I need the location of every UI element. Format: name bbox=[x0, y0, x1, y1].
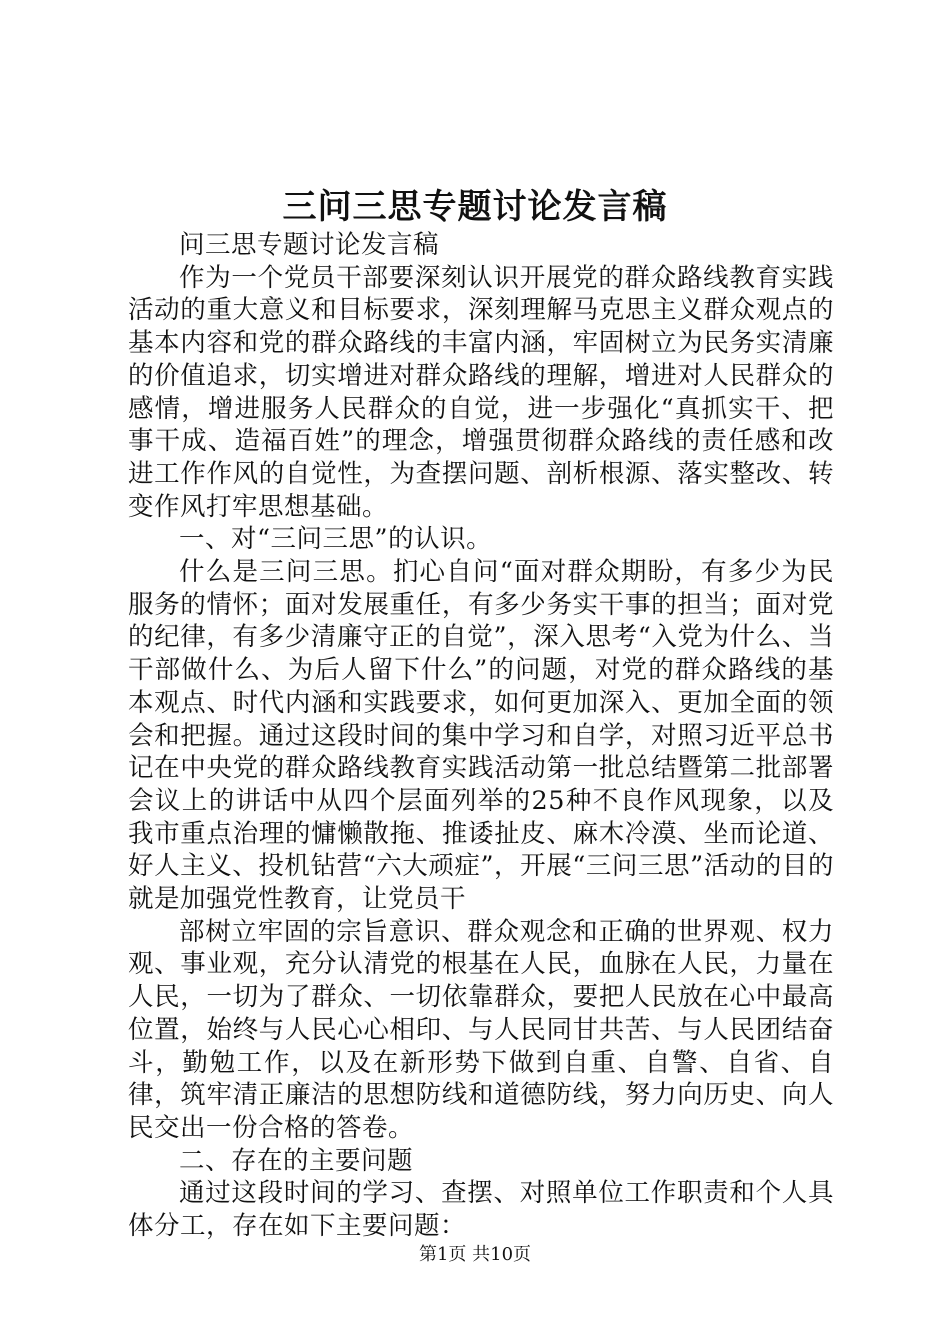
subtitle-paragraph: 问三思专题讨论发言稿 bbox=[179, 230, 440, 260]
body-paragraph: 作为一个党员干部要深刻认识开展党的群众路线教育实践活动的重大意义和目标要求，深刻理解马克思主义群众观点的基本内容和党的群众路线的丰富内涵，牢固树立为民务实清廉的价值追求，切实增进对群众路线的理解，增进对人民群众的感情，增进服务人民群众的自觉，进一步强化“真抓实干、把事干成、造福百姓”的理念，增强贯彻群众路线的责任感和改进工作作风的自觉性，为查摆问题、剖析根源、落实整改、转变作风打牢思想基础。 bbox=[128, 262, 834, 522]
body-paragraph: 通过这段时间的学习、查摆、对照单位工作职责和个人具体分工，存在如下主要问题： bbox=[128, 1178, 834, 1242]
document-body bbox=[128, 229, 834, 1243]
body-paragraph: 什么是三问三思。扪心自问“面对群众期盼，有多少为民服务的情怀；面对发展重任，有多少务实干事的担当；面对党的纪律，有多少清廉守正的自觉”，深入思考“入党为什么、当干部做什么、为后人留下什么”的问题，对党的群众路线的基本观点、时代内涵和实践要求，如何更加深入、更加全面的领会和把握。通过这段时间的集中学习和自学，对照习近平总书记在中央党的群众路线教育实践活动第一批总结暨第二批部署会议上的讲话中从四个层面列举的25种不良作风现象，以及我市重点治理的慵懒散拖、推诿扯皮、麻木冷漠、坐而论道、好人主义、投机钻营“六大顽症”，开展“三问三思”活动的目的就是加强党性教育，让党员干 bbox=[128, 557, 834, 915]
section-heading: 一、对“三问三思”的认识。 bbox=[179, 524, 493, 555]
section-heading: 二、存在的主要问题 bbox=[179, 1145, 414, 1176]
body-paragraph: 部树立牢固的宗旨意识、群众观念和正确的世界观、权力观、事业观，充分认清党的根基在人民，血脉在人民，力量在人民，一切为了群众、一切依靠群众，要把人民放在心中最高位置，始终与人民心心相印、与人民同甘共苦、与人民团结奋斗，勤勉工作，以及在新形势下做到自重、自警、自省、自律，筑牢清正廉洁的思想防线和道德防线，努力向历史、向人民交出一份合格的答卷。 bbox=[128, 916, 834, 1143]
page-footer: 第1页 共10页 bbox=[418, 1244, 532, 1265]
document-title: 三问三思专题讨论发言稿 bbox=[282, 187, 668, 227]
